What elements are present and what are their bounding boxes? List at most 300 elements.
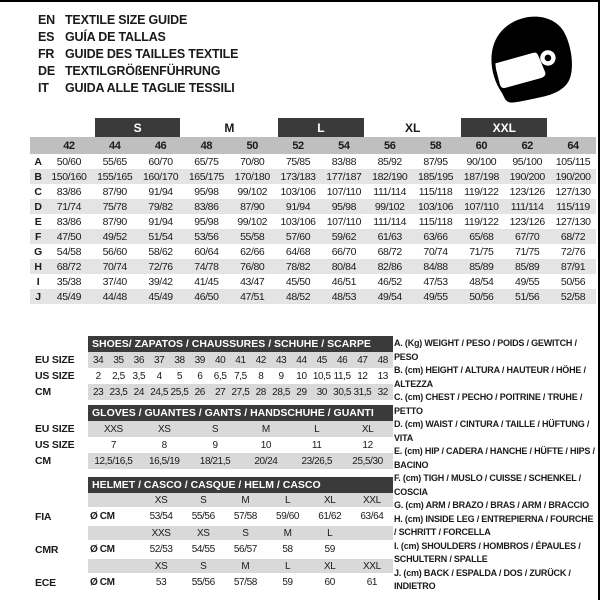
row-header: EU SIZE <box>30 352 88 368</box>
legend-item-g: G. (cm) ARM / BRAZO / BRAS / ARM / BRACCIO <box>394 500 589 510</box>
size-cell: 49/55 <box>515 275 540 288</box>
column-header-64: 64 <box>550 137 596 154</box>
value-cell: 6 <box>197 370 203 382</box>
row-label: D <box>30 199 46 214</box>
size-group-m: M <box>224 120 235 135</box>
size-cell: 76/80 <box>229 259 275 274</box>
row-label: E <box>34 215 42 228</box>
gloves-size-table <box>30 405 393 469</box>
title-line-es <box>38 29 238 46</box>
size-cell: 66/70 <box>331 245 357 258</box>
size-cell: 55/58 <box>229 229 275 244</box>
table-title: HELMET / CASCO / CASQUE / HELM / CASCO <box>88 477 393 493</box>
column-header-58: 58 <box>413 137 459 154</box>
size-cell: 83/86 <box>56 215 82 228</box>
size-cell: 68/72 <box>550 229 596 244</box>
label-spacer-cell <box>30 336 88 352</box>
size-cell: 85/89 <box>504 259 550 274</box>
column-header-56: 56 <box>367 137 413 154</box>
size-cell: 70/80 <box>240 155 265 168</box>
helmet-value-cell <box>351 540 393 559</box>
value-cell: M <box>240 421 291 437</box>
size-cell: 150/160 <box>46 169 92 184</box>
table-title: SHOES/ ZAPATOS / CHAUSSURES / SCHUHE / SCARPE <box>88 336 393 352</box>
spacer-cell <box>30 118 92 137</box>
value-cell: 42 <box>251 352 271 368</box>
size-cell: 72/76 <box>138 259 184 274</box>
legend-item-e: E. (cm) HIP / CADERA / HANCHE / HÜFTE / HIPS / BACINO <box>394 446 595 470</box>
value-cell: 4 <box>156 370 162 382</box>
size-cell: 50/60 <box>56 155 82 168</box>
lang-code: DE <box>38 64 55 78</box>
size-row-a <box>30 154 596 169</box>
helmet-value-cell: 59 <box>324 544 335 555</box>
size-cell: 83/86 <box>183 199 229 214</box>
size-cell: 47/51 <box>229 289 275 304</box>
value-cell: 10 <box>260 439 272 451</box>
helmet-size-cell: L <box>309 526 351 540</box>
data-row-eu-size <box>30 421 393 437</box>
helmet-value-cell: 53 <box>155 577 167 588</box>
value-cell: 12 <box>362 439 373 451</box>
size-cell: 99/102 <box>237 215 268 228</box>
unit-cell: Ø CM <box>90 544 115 555</box>
value-cell: 23 <box>88 384 108 400</box>
legend-item-f: F. (cm) TIGH / MUSLO / CUISSE / SCHENKEL / COSCIA <box>394 473 581 497</box>
value-cell: 43 <box>271 352 291 368</box>
size-cell: 111/114 <box>373 185 407 198</box>
value-cell: 2 <box>95 370 101 382</box>
helmet-size-cell: M <box>224 559 266 573</box>
value-cell: 2,5 <box>112 370 125 382</box>
size-cell: 46/50 <box>183 289 229 304</box>
value-cell: 37 <box>149 352 169 368</box>
row-label: F <box>30 229 46 244</box>
helmet-size-cell: XXL <box>351 559 393 573</box>
size-cell: 48/53 <box>321 289 367 304</box>
size-row-b <box>30 169 596 184</box>
size-group-row <box>30 118 596 137</box>
value-cell: 12,5/16,5 <box>88 453 139 469</box>
row-label: H <box>30 259 46 274</box>
helmet-sizes-row-fia <box>30 493 393 507</box>
value-cell: 3,5 <box>132 370 146 382</box>
helmet-value-cell: 57/58 <box>233 511 257 522</box>
helmet-value-cell: 60 <box>324 577 335 588</box>
size-cell: 43/47 <box>240 275 265 288</box>
lang-code: ES <box>38 30 55 44</box>
unit-spacer-cell <box>88 493 140 507</box>
size-cell: 170/180 <box>229 169 275 184</box>
helmet-sizes-row-ece <box>30 559 393 573</box>
garment-size-table <box>30 118 596 304</box>
size-cell: 111/114 <box>373 215 407 228</box>
size-cell: 63/66 <box>413 229 459 244</box>
value-cell: 20/24 <box>240 453 291 469</box>
value-cell: XS <box>139 421 190 437</box>
value-cell: 28 <box>251 384 271 400</box>
size-cell: 78/82 <box>275 259 321 274</box>
helmet-value-cell: 55/56 <box>191 577 215 588</box>
size-cell: 111/114 <box>504 199 550 214</box>
helmet-value-cell: 61 <box>366 577 378 588</box>
data-row-cm <box>30 453 393 469</box>
value-cell: 18/21,5 <box>190 453 241 469</box>
helmet-value-cell: 63/64 <box>360 511 384 522</box>
size-cell: 72/76 <box>560 245 586 258</box>
size-cell: 107/110 <box>326 185 362 198</box>
size-cell: 75/85 <box>285 155 311 168</box>
helmet-value-cell: 61/62 <box>318 511 342 522</box>
table-title-row <box>30 405 393 421</box>
unit-spacer-cell <box>88 526 140 540</box>
size-cell: 49/55 <box>413 289 459 304</box>
size-cell: 91/94 <box>148 215 173 228</box>
size-cell: 71/74 <box>46 199 92 214</box>
size-cell: 90/100 <box>466 155 497 168</box>
value-cell: 16,5/19 <box>139 453 190 469</box>
lang-code: IT <box>38 81 49 95</box>
size-row-e <box>30 214 596 229</box>
size-cell: 95/98 <box>194 215 219 228</box>
data-row-us-size <box>30 437 393 453</box>
value-cell: 30 <box>312 384 332 400</box>
size-cell: 71/75 <box>515 245 540 258</box>
size-cell: 50/56 <box>458 289 504 304</box>
label-spacer-cell <box>30 493 88 507</box>
size-cell: 107/110 <box>326 215 362 228</box>
helmet-size-cell: S <box>224 526 266 540</box>
lang-title: GUÍA DE TALLAS <box>65 30 166 44</box>
standard-label-ece: ECE <box>30 573 88 592</box>
value-cell: 7,5 <box>234 370 247 382</box>
standard-label-cmr: CMR <box>30 540 88 559</box>
helmet-size-cell <box>351 526 393 540</box>
value-cell: 13 <box>377 370 388 382</box>
size-cell: 64/68 <box>285 245 311 258</box>
helmet-value-cell: 53/54 <box>149 511 173 522</box>
label-spacer-cell <box>30 559 88 573</box>
size-group-xxl: XXL <box>458 118 550 137</box>
helmet-value-cell: 59 <box>282 577 293 588</box>
title-line-de <box>38 63 238 80</box>
size-cell: 47/50 <box>46 229 92 244</box>
helmet-size-cell: L <box>266 559 308 573</box>
size-cell: 58/62 <box>148 245 173 258</box>
lang-title: GUIDE DES TAILLES TEXTILE <box>65 47 239 61</box>
helmet-size-cell: L <box>266 493 308 507</box>
label-spacer-cell <box>30 477 88 493</box>
size-cell: 87/90 <box>102 215 127 228</box>
size-cell: 41/45 <box>194 275 219 288</box>
lang-title: TEXTILE SIZE GUIDE <box>65 13 188 27</box>
size-cell: 53/56 <box>183 229 229 244</box>
size-cell: 57/60 <box>275 229 321 244</box>
size-cell: 70/74 <box>423 245 448 258</box>
size-cell: 49/54 <box>367 289 413 304</box>
size-cell: 95/98 <box>321 199 367 214</box>
value-cell: 27 <box>210 384 230 400</box>
size-cell: 74/78 <box>183 259 229 274</box>
helmet-size-table <box>30 477 393 592</box>
value-cell: 41 <box>230 352 250 368</box>
value-cell: 7 <box>110 439 116 451</box>
helmet-size-cell: XL <box>309 493 351 507</box>
size-cell: 49/52 <box>92 229 138 244</box>
row-label: B <box>30 169 46 184</box>
corner-cell <box>30 137 46 154</box>
size-cell: 70/74 <box>92 259 138 274</box>
legend-item-h: H. (cm) INSIDE LEG / ENTREPIERNA / FOURCHE / SCHRITT / FORCELLA <box>394 513 594 537</box>
value-cell: 38 <box>169 352 189 368</box>
legend-item-b: B. (cm) HEIGHT / ALTURA / HAUTEUR / HÖHE / ALTEZZA <box>394 365 586 389</box>
value-cell: 45 <box>312 352 332 368</box>
size-cell: 83/88 <box>331 155 357 168</box>
lang-title: TEXTILGRÖßENFÜHRUNG <box>65 64 221 78</box>
size-cell: 60/64 <box>194 245 219 258</box>
value-cell: 10 <box>296 370 307 382</box>
row-label: A <box>34 155 42 168</box>
size-cell: 119/122 <box>464 215 499 228</box>
column-header-48: 48 <box>183 137 229 154</box>
size-cell: 103/106 <box>280 215 316 228</box>
size-cell: 190/200 <box>550 169 596 184</box>
unit-cell: Ø CM <box>90 577 115 588</box>
value-cell: 23,5 <box>108 384 128 400</box>
title-line-fr <box>38 46 238 63</box>
size-cell: 55/65 <box>102 155 127 168</box>
size-cell: 52/58 <box>550 289 596 304</box>
helmet-size-cell: XXS <box>140 526 182 540</box>
size-cell: 61/63 <box>367 229 413 244</box>
size-cell: 87/90 <box>229 199 275 214</box>
value-cell: 39 <box>190 352 210 368</box>
size-cell: 115/118 <box>418 215 453 228</box>
title-line-en <box>38 12 238 29</box>
size-cell: 62/66 <box>240 245 265 258</box>
size-row-g <box>30 244 596 259</box>
value-cell: 24 <box>129 384 149 400</box>
value-cell: 27,5 <box>230 384 250 400</box>
helmet-values-row-fia <box>30 507 393 526</box>
row-label: G <box>34 245 42 258</box>
value-cell: 9 <box>212 439 218 451</box>
size-cell: 56/60 <box>102 245 127 258</box>
helmet-value-cell: 55/56 <box>191 511 215 522</box>
size-row-i <box>30 274 596 289</box>
value-cell: 9 <box>278 370 284 382</box>
value-cell: 5 <box>176 370 183 382</box>
legend-item-a: A. (Kg) WEIGHT / PESO / POIDS / GEWITCH / PESO <box>394 338 577 362</box>
value-cell: 31,5 <box>352 384 372 400</box>
helmet-values-row-ece <box>30 573 393 592</box>
row-label: J <box>30 289 46 304</box>
size-group-l: L <box>275 118 367 137</box>
legend-item-c: C. (cm) CHEST / PECHO / POITRINE / TRUHE / PETTO <box>394 392 583 416</box>
size-cell: 160/170 <box>138 169 184 184</box>
row-label: I <box>36 275 40 288</box>
size-cell: 50/56 <box>560 275 586 288</box>
table-title-row <box>30 477 393 493</box>
value-cell: 48 <box>373 352 393 368</box>
value-cell: S <box>190 421 241 437</box>
value-cell: 30,5 <box>332 384 352 400</box>
size-cell: 190/200 <box>504 169 550 184</box>
label-spacer-cell <box>30 405 88 421</box>
value-cell: 46 <box>332 352 352 368</box>
row-label: C <box>34 185 42 198</box>
helmet-size-cell: M <box>266 526 308 540</box>
helmet-sizes-row-cmr <box>30 526 393 540</box>
value-cell: 40 <box>210 352 230 368</box>
size-row-f <box>30 229 596 244</box>
unit-cell: Ø CM <box>90 511 115 522</box>
value-cell: XXS <box>88 421 139 437</box>
row-header: CM <box>30 453 88 469</box>
size-cell: 119/122 <box>464 185 499 198</box>
size-cell: 75/78 <box>92 199 138 214</box>
legend-item-j: J. (cm) BACK / ESPALDA / DOS / ZURÜCK / INDIETRO <box>394 567 571 591</box>
column-header-50: 50 <box>229 137 275 154</box>
size-cell: 87/91 <box>550 259 596 274</box>
size-cell: 115/118 <box>418 185 453 198</box>
size-cell: 165/175 <box>183 169 229 184</box>
size-cell: 51/54 <box>138 229 184 244</box>
value-cell: L <box>291 421 342 437</box>
helmet-size-cell: XS <box>140 493 182 507</box>
size-cell: 95/98 <box>194 185 219 198</box>
spacer-cell <box>550 118 596 137</box>
helmet-value-cell: 58 <box>282 544 293 555</box>
size-cell: 46/52 <box>377 275 402 288</box>
helmet-size-cell: XL <box>309 559 351 573</box>
size-cell: 51/56 <box>504 289 550 304</box>
size-cell: 103/106 <box>413 199 459 214</box>
size-cell: 39/42 <box>148 275 173 288</box>
size-cell: 67/70 <box>504 229 550 244</box>
value-cell: 12 <box>357 370 368 382</box>
value-cell: 47 <box>352 352 372 368</box>
column-header-54: 54 <box>321 137 367 154</box>
data-row-eu-size <box>30 352 393 368</box>
size-cell: 37/40 <box>102 275 127 288</box>
size-cell: 35/38 <box>56 275 82 288</box>
data-row-us-size <box>30 368 393 384</box>
size-cell: 87/90 <box>102 185 127 198</box>
size-cell: 85/89 <box>458 259 504 274</box>
data-row-cm <box>30 384 393 400</box>
size-cell: 87/95 <box>423 155 448 168</box>
standard-label-fia: FIA <box>30 507 88 526</box>
language-title-block <box>38 12 238 97</box>
racing-helmet-icon <box>468 4 586 114</box>
table-title: GLOVES / GUANTES / GANTS / HANDSCHUHE / GUANTI <box>88 405 393 421</box>
size-cell: 79/82 <box>138 199 184 214</box>
table-title-row <box>30 336 393 352</box>
row-header: US SIZE <box>30 437 88 453</box>
value-cell: 34 <box>88 352 108 368</box>
value-cell: 25,5/30 <box>342 453 393 469</box>
size-cell: 65/75 <box>194 155 219 168</box>
value-cell: 25,5 <box>169 384 189 400</box>
value-cell: 11 <box>311 439 322 451</box>
size-row-j <box>30 289 596 304</box>
unit-spacer-cell <box>88 559 140 573</box>
helmet-value-cell: 59/60 <box>276 511 300 522</box>
size-cell: 84/88 <box>413 259 459 274</box>
size-cell: 123/126 <box>509 215 545 228</box>
size-cell: 107/110 <box>458 199 504 214</box>
size-cell: 123/126 <box>509 185 545 198</box>
helmet-size-cell: XS <box>140 559 182 573</box>
column-header-52: 52 <box>275 137 321 154</box>
size-cell: 44/48 <box>92 289 138 304</box>
value-cell: 6,5 <box>213 370 227 382</box>
size-cell: 99/102 <box>367 199 413 214</box>
measurement-legend <box>394 337 597 594</box>
column-header-62: 62 <box>504 137 550 154</box>
helmet-size-cell: M <box>224 493 266 507</box>
size-cell: 99/102 <box>237 185 268 198</box>
size-cell: 45/50 <box>285 275 311 288</box>
helmet-value-cell: 57/58 <box>233 577 257 588</box>
size-cell: 47/53 <box>423 275 448 288</box>
size-cell: 103/106 <box>280 185 316 198</box>
helmet-value-cell: 52/53 <box>149 544 173 555</box>
value-cell: 8 <box>258 370 264 382</box>
size-row-c <box>30 184 596 199</box>
column-header-60: 60 <box>458 137 504 154</box>
size-group-s: S <box>92 118 184 137</box>
legend-item-d: D. (cm) WAIST / CINTURA / TAILLE / HÜFTUNG / VITA <box>394 419 590 443</box>
size-cell: 95/100 <box>512 155 543 168</box>
value-cell: 32 <box>373 384 393 400</box>
size-cell: 187/198 <box>458 169 504 184</box>
size-cell: 91/94 <box>148 185 173 198</box>
size-row-d <box>30 199 596 214</box>
column-header-44: 44 <box>92 137 138 154</box>
size-cell: 173/183 <box>275 169 321 184</box>
size-row-h <box>30 259 596 274</box>
size-cell: 85/92 <box>377 155 402 168</box>
size-cell: 68/72 <box>46 259 92 274</box>
value-cell: 10,5 <box>312 370 331 382</box>
size-cell: 82/86 <box>367 259 413 274</box>
value-cell: 35 <box>108 352 128 368</box>
value-cell: XL <box>342 421 393 437</box>
value-cell: 26 <box>190 384 210 400</box>
size-group-xl: XL <box>404 120 421 135</box>
size-cell: 177/187 <box>321 169 367 184</box>
size-cell: 127/130 <box>555 185 591 198</box>
value-cell: 28,5 <box>271 384 291 400</box>
size-cell: 71/75 <box>469 245 494 258</box>
column-header-row <box>30 137 596 154</box>
row-header: EU SIZE <box>30 421 88 437</box>
row-header: CM <box>30 384 88 400</box>
size-cell: 68/72 <box>377 245 402 258</box>
helmet-size-cell: XXL <box>351 493 393 507</box>
size-cell: 48/52 <box>275 289 321 304</box>
size-cell: 60/70 <box>148 155 173 168</box>
size-cell: 46/51 <box>331 275 357 288</box>
size-cell: 91/94 <box>275 199 321 214</box>
value-cell: 11,5 <box>333 370 351 382</box>
row-header: US SIZE <box>30 368 88 384</box>
value-cell: 36 <box>129 352 149 368</box>
helmet-value-cell: 56/57 <box>233 544 257 555</box>
helmet-size-cell: S <box>182 493 224 507</box>
